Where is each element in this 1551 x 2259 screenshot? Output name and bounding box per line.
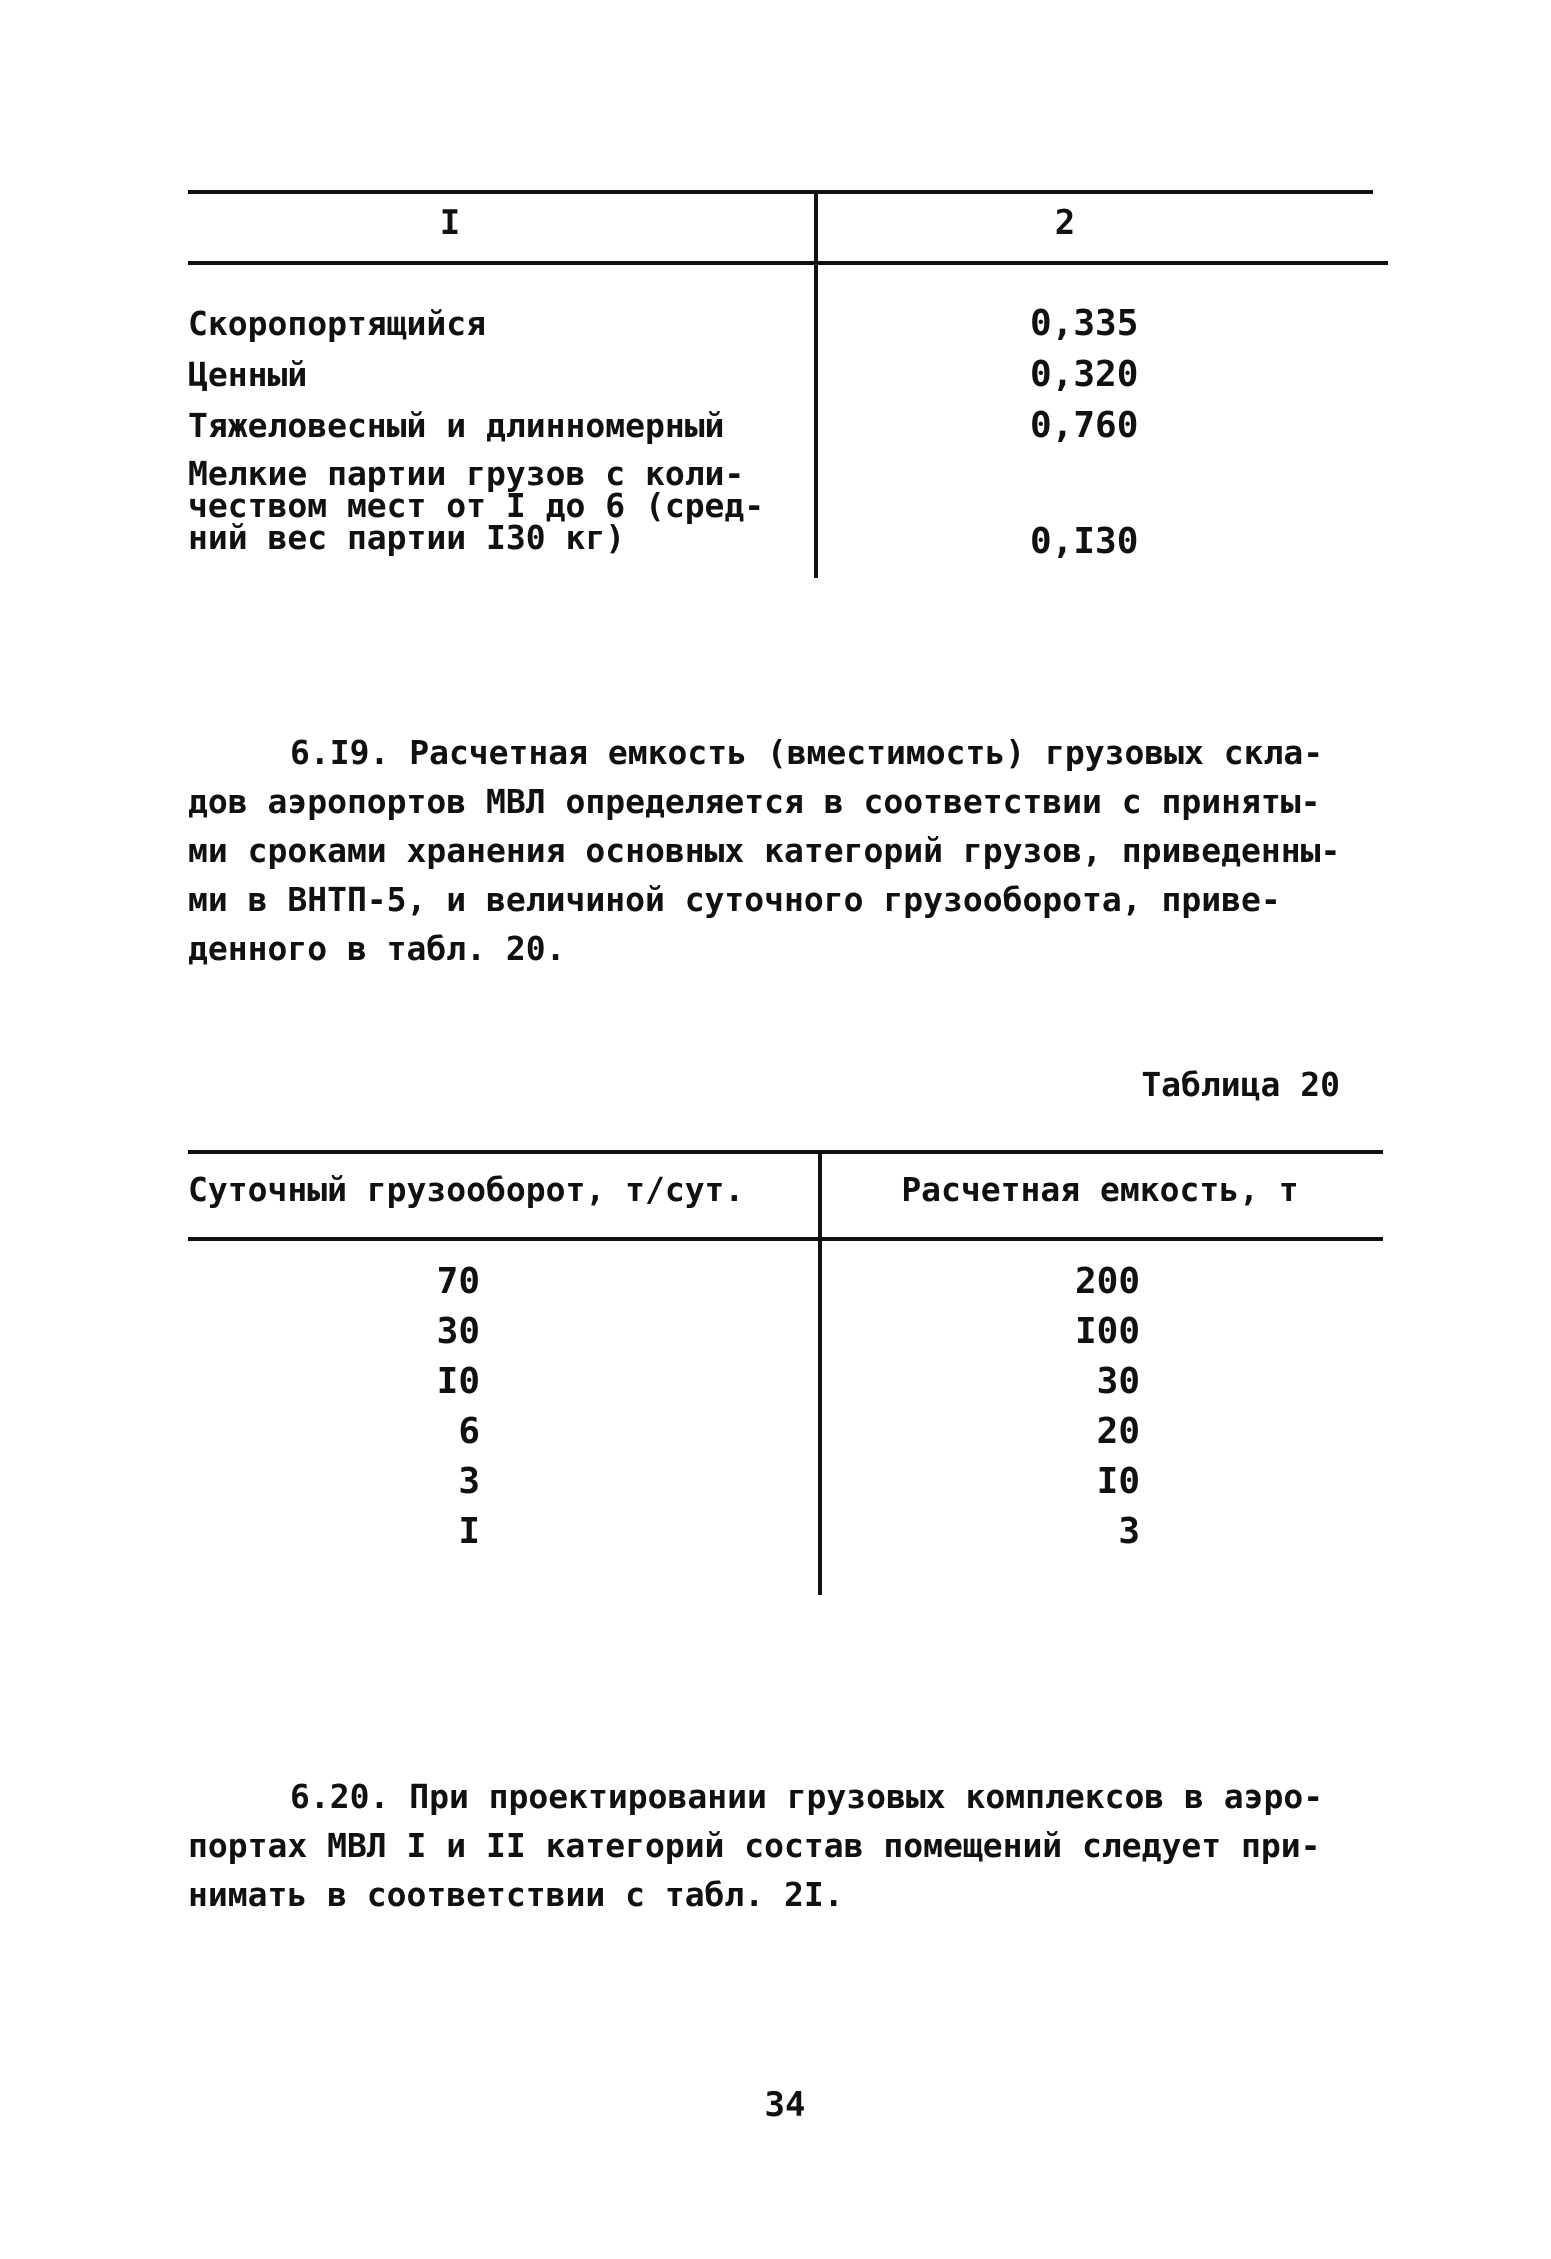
capacity-value: 30 bbox=[1096, 1361, 1140, 1402]
capacity-value: 3 bbox=[1118, 1511, 1140, 1552]
paragraph-line: дов аэропортов МВЛ определяется в соответствии с приняты- bbox=[188, 782, 1321, 821]
column-header-daily-turnover: Суточный грузооборот, т/сут. bbox=[188, 1170, 745, 1209]
paragraph-6-19 bbox=[188, 728, 1378, 973]
cargo-category-line: Мелкие партии грузов с коли- bbox=[188, 454, 745, 493]
daily-turnover-value: 6 bbox=[458, 1411, 480, 1452]
daily-turnover-value: 70 bbox=[436, 1261, 480, 1302]
paragraph-line: портах МВЛ I и II категорий состав помещений следует при- bbox=[188, 1826, 1321, 1865]
column-header-2: 2 bbox=[1054, 203, 1076, 243]
table-top-rule bbox=[188, 1150, 1383, 1154]
cargo-category: Ценный bbox=[188, 355, 308, 394]
table-top-rule bbox=[188, 190, 1373, 194]
cargo-category-line: ний вес партии I30 кг) bbox=[188, 518, 626, 557]
cargo-coefficient: 0,335 bbox=[1030, 303, 1139, 344]
daily-turnover-value: I0 bbox=[436, 1361, 480, 1402]
paragraph-line: нимать в соответствии с табл. 2I. bbox=[188, 1875, 844, 1914]
paragraph-line: 6.I9. Расчетная емкость (вместимость) грузовых скла- bbox=[290, 733, 1324, 772]
paragraph-line: денного в табл. 20. bbox=[188, 929, 566, 968]
cargo-category-line: чеством мест от I до 6 (сред- bbox=[188, 486, 765, 525]
cargo-coefficient: 0,760 bbox=[1030, 405, 1139, 446]
table-header-rule bbox=[188, 1237, 1383, 1241]
capacity-value: 20 bbox=[1096, 1411, 1140, 1452]
paragraph-line: ми сроками хранения основных категорий грузов, приведенны- bbox=[188, 831, 1341, 870]
capacity-value: I00 bbox=[1074, 1311, 1140, 1352]
capacity-value: 200 bbox=[1074, 1261, 1140, 1302]
daily-turnover-value: I bbox=[458, 1511, 480, 1552]
daily-turnover-value: 30 bbox=[436, 1311, 480, 1352]
daily-turnover-value: 3 bbox=[458, 1461, 480, 1502]
capacity-value: I0 bbox=[1096, 1461, 1140, 1502]
column-header-capacity: Расчетная емкость, т bbox=[901, 1170, 1299, 1209]
table-header-rule bbox=[188, 261, 1388, 265]
paragraph-line: 6.20. При проектировании грузовых комплексов в аэро- bbox=[290, 1777, 1324, 1816]
paragraph-line: ми в ВНТП-5, и величиной суточного грузооборота, приве- bbox=[188, 880, 1281, 919]
table-column-divider bbox=[814, 190, 818, 578]
cargo-category: Скоропортящийся bbox=[188, 304, 487, 343]
cargo-coefficient: 0,I30 bbox=[1030, 521, 1139, 562]
page-number: 34 bbox=[764, 2085, 806, 2125]
cargo-category: Тяжеловесный и длинномерный bbox=[188, 406, 725, 445]
table-caption: Таблица 20 bbox=[1141, 1065, 1340, 1104]
table-column-divider bbox=[818, 1150, 822, 1595]
column-header-1: I bbox=[439, 203, 461, 243]
paragraph-6-20 bbox=[188, 1772, 1378, 1919]
cargo-coefficient: 0,320 bbox=[1030, 354, 1139, 395]
